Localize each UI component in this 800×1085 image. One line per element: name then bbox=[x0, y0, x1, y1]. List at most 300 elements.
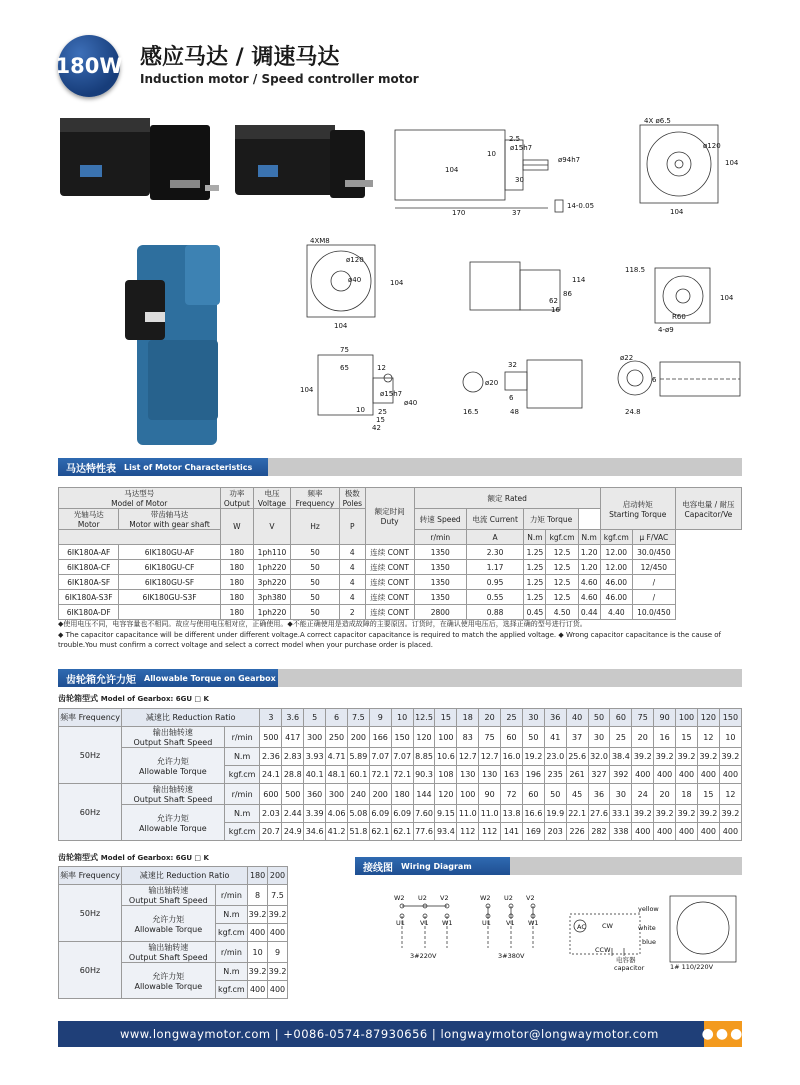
ratio-header: 25 bbox=[501, 709, 523, 727]
table-cell: 1.25 bbox=[524, 575, 546, 590]
table-cell: 60 bbox=[501, 727, 523, 748]
ratio-header: 10 bbox=[391, 709, 413, 727]
table-cell: 2.36 bbox=[260, 748, 282, 766]
header-cell: 频率 Frequency bbox=[290, 488, 339, 509]
table-cell: 50 bbox=[290, 545, 339, 560]
ratio-header: 40 bbox=[566, 709, 588, 727]
table-cell: 50 bbox=[522, 727, 544, 748]
table-cell: 16.6 bbox=[522, 805, 544, 823]
row-label: 允许力矩 Allowable Torque bbox=[122, 748, 225, 784]
table-cell: 12.7 bbox=[479, 748, 501, 766]
table-cell: 13.8 bbox=[501, 805, 523, 823]
table-cell: 23.0 bbox=[544, 748, 566, 766]
table-cell: 62.1 bbox=[391, 823, 413, 841]
ratio-header: 30 bbox=[522, 709, 544, 727]
table-cell: 16 bbox=[654, 727, 676, 748]
table-cell: 37 bbox=[566, 727, 588, 748]
dim-label: 16 bbox=[551, 306, 560, 314]
unit-cell: kgf.cm bbox=[215, 924, 247, 942]
ratio-header: 12.5 bbox=[413, 709, 435, 727]
table-row bbox=[59, 727, 742, 748]
header-cell: 力矩 Torque bbox=[524, 509, 578, 530]
table-cell: 连续 CONT bbox=[365, 590, 414, 605]
section-bar-ext bbox=[278, 669, 742, 687]
table-cell: 30.0/450 bbox=[632, 545, 675, 560]
table-row bbox=[59, 545, 742, 560]
dim-label: 75 bbox=[340, 346, 349, 354]
row-label: 输出轴转速 Output Shaft Speed bbox=[122, 784, 225, 805]
note-cn: ◆使用电压不同，电容容量也不相同。故应与使用电压相对应，正确使用。◆不能正确使用是造成故障的主要原因。订货时，在确认使用电压后，选择正确的型号进行订货。 bbox=[58, 620, 587, 628]
table-cell: 27.6 bbox=[588, 805, 610, 823]
table-cell: 50 bbox=[544, 784, 566, 805]
table-cell: 连续 CONT bbox=[365, 545, 414, 560]
table-cell: 400 bbox=[719, 823, 741, 841]
table-cell: 6IK180A-CF bbox=[59, 560, 119, 575]
table-cell: 6.09 bbox=[369, 805, 391, 823]
ratio-header: 90 bbox=[654, 709, 676, 727]
table-cell: 36 bbox=[588, 784, 610, 805]
dim-label: ø22 bbox=[620, 354, 634, 362]
table-cell: 180 bbox=[220, 590, 254, 605]
table-cell: 2.44 bbox=[282, 805, 304, 823]
table-cell: 30 bbox=[610, 784, 632, 805]
header-cell: 功率 Output bbox=[220, 488, 254, 509]
table-cell: 12.00 bbox=[600, 560, 632, 575]
unit-cell: kgf.cm bbox=[215, 981, 247, 999]
table-cell: 39.2 bbox=[676, 805, 698, 823]
table-row bbox=[59, 748, 742, 766]
table-cell: 40.1 bbox=[304, 766, 326, 784]
dim-label: 104 bbox=[390, 279, 404, 287]
table-cell: 12 bbox=[697, 727, 719, 748]
terminal-label: W2 bbox=[480, 894, 491, 902]
table-cell: 19.9 bbox=[544, 805, 566, 823]
table-cell: 12.00 bbox=[600, 545, 632, 560]
table-cell: 11.0 bbox=[457, 805, 479, 823]
table-cell: 93.4 bbox=[435, 823, 457, 841]
dim-label: ø15h7 bbox=[380, 390, 403, 398]
section-title-en: Wiring Diagram bbox=[401, 861, 472, 871]
terminal-label: V2 bbox=[440, 894, 449, 902]
ac-label: AC bbox=[577, 923, 586, 931]
table-cell: 1.25 bbox=[524, 560, 546, 575]
table-cell: 169 bbox=[522, 823, 544, 841]
dim-label: 104 bbox=[670, 208, 684, 216]
header-cell: 极数 Poles bbox=[340, 488, 365, 509]
ccw-label: CCW bbox=[595, 946, 611, 954]
unit-cell: N.m bbox=[215, 906, 247, 924]
table-cell: 180 bbox=[220, 605, 254, 620]
gearbox-torque-table bbox=[58, 708, 742, 841]
ratio-header: 60 bbox=[610, 709, 632, 727]
table-cell: 338 bbox=[610, 823, 632, 841]
dim-label: 2.5 bbox=[509, 135, 521, 143]
frequency-cell: 50Hz bbox=[59, 727, 122, 784]
table-cell: 3.39 bbox=[304, 805, 326, 823]
cw-label: CW bbox=[602, 922, 613, 930]
table-cell: 75 bbox=[479, 727, 501, 748]
table-cell: 8 bbox=[248, 885, 268, 906]
table-cell: 4 bbox=[340, 545, 365, 560]
product-drawings bbox=[0, 0, 800, 450]
table-cell: 6IK180GU-S3F bbox=[119, 590, 220, 605]
table-cell: 10 bbox=[719, 727, 741, 748]
table-cell: 39.2 bbox=[697, 805, 719, 823]
table-cell: 0.44 bbox=[578, 605, 600, 620]
table-cell: 20.7 bbox=[260, 823, 282, 841]
motor-characteristics-table bbox=[58, 487, 742, 620]
unit-cell: r/min bbox=[224, 727, 260, 748]
table-cell: 50 bbox=[290, 560, 339, 575]
table-cell: 180 bbox=[220, 545, 254, 560]
header-cell: 电压 Voltage bbox=[254, 488, 291, 509]
table-cell: 400 bbox=[654, 823, 676, 841]
terminal-label: U1 bbox=[482, 919, 491, 927]
table-cell: 360 bbox=[304, 784, 326, 805]
table-cell: 166 bbox=[369, 727, 391, 748]
table-cell: 19.2 bbox=[522, 748, 544, 766]
table-cell: 20 bbox=[632, 727, 654, 748]
unit-cell: Hz bbox=[290, 509, 339, 545]
table-row bbox=[59, 590, 742, 605]
wiring-caption: 3#380V bbox=[498, 952, 525, 960]
table-cell: 12.7 bbox=[457, 748, 479, 766]
table-cell: 39.2 bbox=[248, 906, 268, 924]
dim-label: 104 bbox=[725, 159, 739, 167]
section-title: 齿轮箱允许力矩 bbox=[66, 674, 136, 686]
dim-label: 10 bbox=[487, 150, 496, 158]
dim-label: 42 bbox=[372, 424, 381, 432]
table-cell: 1.25 bbox=[524, 590, 546, 605]
dim-label: 37 bbox=[512, 209, 521, 217]
terminal-label: U1 bbox=[396, 919, 405, 927]
table-cell: 24 bbox=[632, 784, 654, 805]
table-cell: 39.2 bbox=[248, 963, 268, 981]
table-cell: 400 bbox=[676, 766, 698, 784]
dim-label: ø20 bbox=[485, 379, 499, 387]
table-cell: 1.20 bbox=[578, 560, 600, 575]
table-cell: 50 bbox=[290, 590, 339, 605]
header-cell: 额定时间 Duty bbox=[365, 488, 414, 545]
ratio-header: 200 bbox=[268, 867, 288, 885]
table-cell: 400 bbox=[268, 981, 288, 999]
dim-label: R60 bbox=[672, 313, 686, 321]
table-cell: 300 bbox=[326, 784, 348, 805]
table-cell: 1ph220 bbox=[254, 560, 291, 575]
table-cell: 1ph110 bbox=[254, 545, 291, 560]
header-cell: 额定 Rated bbox=[414, 488, 600, 509]
dim-label: 10 bbox=[356, 406, 365, 414]
table-cell: 51.8 bbox=[347, 823, 369, 841]
capacitor-label-en: capacitor bbox=[614, 964, 645, 972]
table-cell: 2.30 bbox=[466, 545, 524, 560]
table-cell: 3ph380 bbox=[254, 590, 291, 605]
dim-label: ø120 bbox=[346, 256, 364, 264]
table-cell: 60 bbox=[522, 784, 544, 805]
table-cell: 1.25 bbox=[524, 545, 546, 560]
table-cell: 39.2 bbox=[697, 748, 719, 766]
table-cell: 11.0 bbox=[479, 805, 501, 823]
note-en: ◆ The capacitor capacitance will be different under different voltage.A correct capacitor capacitance is required to match the applied voltage. ◆ Wrong capacitor capacitance is the cause of trouble.You must confirm a correct voltage and select a correct model when your purchase order is placed. bbox=[58, 631, 722, 649]
table-cell: 240 bbox=[347, 784, 369, 805]
table-row bbox=[59, 575, 742, 590]
table-cell: 150 bbox=[391, 727, 413, 748]
ratio-header: 9 bbox=[369, 709, 391, 727]
table-cell: 6IK180GU-AF bbox=[119, 545, 220, 560]
table-cell: 250 bbox=[326, 727, 348, 748]
unit-cell: r/min bbox=[215, 885, 247, 906]
unit-cell: N.m bbox=[524, 530, 546, 545]
ratio-header: 75 bbox=[632, 709, 654, 727]
table-cell: 连续 CONT bbox=[365, 575, 414, 590]
table-cell: / bbox=[632, 590, 675, 605]
table-cell: 90 bbox=[479, 784, 501, 805]
table-cell: 25.6 bbox=[566, 748, 588, 766]
table-cell: 180 bbox=[220, 560, 254, 575]
unit-cell: r/min bbox=[215, 942, 247, 963]
table-cell: 48.1 bbox=[326, 766, 348, 784]
table-row bbox=[59, 942, 288, 963]
table-cell: 8.85 bbox=[413, 748, 435, 766]
table-cell: 400 bbox=[632, 823, 654, 841]
dim-label: 65 bbox=[340, 364, 349, 372]
terminal-label: V1 bbox=[506, 919, 515, 927]
dim-label: 48 bbox=[510, 408, 519, 416]
dim-label: 4-ø9 bbox=[658, 326, 674, 334]
dim-label: 118.5 bbox=[625, 266, 646, 274]
ratio-header: 100 bbox=[676, 709, 698, 727]
table-cell: 400 bbox=[676, 823, 698, 841]
section-bar-ext bbox=[268, 458, 742, 476]
table-cell: 235 bbox=[544, 766, 566, 784]
table-cell: 7.07 bbox=[391, 748, 413, 766]
table-cell: 500 bbox=[260, 727, 282, 748]
table-cell: 4 bbox=[340, 575, 365, 590]
table-cell: / bbox=[632, 575, 675, 590]
table-cell: 39.2 bbox=[632, 748, 654, 766]
table-cell: 180 bbox=[220, 575, 254, 590]
ratio-header: 5 bbox=[304, 709, 326, 727]
table-cell: 400 bbox=[268, 924, 288, 942]
unit-cell: N.m bbox=[578, 530, 600, 545]
table-cell: 112 bbox=[457, 823, 479, 841]
table-cell: 24.1 bbox=[260, 766, 282, 784]
table-cell: 72.1 bbox=[369, 766, 391, 784]
table-cell: 130 bbox=[479, 766, 501, 784]
row-label: 允许力矩 Allowable Torque bbox=[122, 963, 216, 999]
table-cell: 2 bbox=[340, 605, 365, 620]
table-cell: 46.00 bbox=[600, 575, 632, 590]
dim-label: 62 bbox=[549, 297, 558, 305]
table-cell: 10.0/450 bbox=[632, 605, 675, 620]
table-cell: 22.1 bbox=[566, 805, 588, 823]
unit-cell: N.m bbox=[224, 748, 260, 766]
unit-cell: μ F/VAC bbox=[632, 530, 675, 545]
table-cell: 39.2 bbox=[654, 805, 676, 823]
table-cell: 0.45 bbox=[524, 605, 546, 620]
table-cell: 38.4 bbox=[610, 748, 632, 766]
table-cell: 0.95 bbox=[466, 575, 524, 590]
dim-label: 30 bbox=[515, 176, 524, 184]
dim-label: 104 bbox=[300, 386, 314, 394]
ratio-header: 3 bbox=[260, 709, 282, 727]
ratio-header: 50 bbox=[588, 709, 610, 727]
table-row bbox=[59, 805, 742, 823]
table-cell: 5.08 bbox=[347, 805, 369, 823]
table-cell: 282 bbox=[588, 823, 610, 841]
table-cell: 130 bbox=[457, 766, 479, 784]
header-cell: 转速 Speed bbox=[414, 509, 466, 530]
table-cell: 2.83 bbox=[282, 748, 304, 766]
dim-label: 14-0.05 bbox=[567, 202, 595, 210]
table-cell: 6IK180A-SF bbox=[59, 575, 119, 590]
table-cell: 180 bbox=[391, 784, 413, 805]
dim-label: 104 bbox=[445, 166, 459, 174]
table-cell: 34.6 bbox=[304, 823, 326, 841]
table-cell: 25 bbox=[610, 727, 632, 748]
table-cell: 141 bbox=[501, 823, 523, 841]
wiring-section-bar bbox=[355, 857, 510, 875]
ratio-header: 150 bbox=[719, 709, 741, 727]
header-cell: 带齿轴马达 Motor with gear shaft bbox=[119, 509, 220, 530]
wiring-diagram bbox=[380, 890, 742, 990]
table-row bbox=[59, 885, 288, 906]
capacitor-label: 电容器 bbox=[616, 956, 636, 964]
table-cell: 连续 CONT bbox=[365, 605, 414, 620]
table-cell: 6IK180A-AF bbox=[59, 545, 119, 560]
table-cell: 16.0 bbox=[501, 748, 523, 766]
table-cell: 400 bbox=[248, 981, 268, 999]
table-row bbox=[59, 784, 742, 805]
dim-label: 15 bbox=[376, 416, 385, 424]
table-cell: 5.89 bbox=[347, 748, 369, 766]
section-title: 接线图 bbox=[363, 862, 393, 874]
ratio-header: 7.5 bbox=[347, 709, 369, 727]
ratio-header: 6 bbox=[326, 709, 348, 727]
row-label: 输出轴转速 Output Shaft Speed bbox=[122, 885, 216, 906]
table-cell: 72.1 bbox=[391, 766, 413, 784]
table-cell: 32.0 bbox=[588, 748, 610, 766]
table-cell: 1350 bbox=[414, 590, 466, 605]
terminal-label: U2 bbox=[504, 894, 513, 902]
footer-contact: www.longwaymotor.com | +0086-0574-87930656 | longwaymotor@longwaymotor.com bbox=[58, 1021, 742, 1047]
unit-cell: r/min bbox=[224, 784, 260, 805]
table-cell: 196 bbox=[522, 766, 544, 784]
table-cell: 10.6 bbox=[435, 748, 457, 766]
table-cell: 112 bbox=[479, 823, 501, 841]
ratio-header: 18 bbox=[457, 709, 479, 727]
frequency-cell: 60Hz bbox=[59, 784, 122, 841]
table-cell: 7.5 bbox=[268, 885, 288, 906]
row-label: 输出轴转速 Output Shaft Speed bbox=[122, 942, 216, 963]
table-cell: 1.17 bbox=[466, 560, 524, 575]
unit-cell: kgf.cm bbox=[600, 530, 632, 545]
table-cell: 6IK180A-S3F bbox=[59, 590, 119, 605]
gearbox-torque-table-2 bbox=[58, 866, 288, 999]
dim-label: ø40 bbox=[348, 276, 362, 284]
unit-cell: N.m bbox=[224, 805, 260, 823]
table-cell: 15 bbox=[676, 727, 698, 748]
power-badge: 180W bbox=[58, 35, 120, 97]
table-cell: 7.07 bbox=[369, 748, 391, 766]
header-cell: 频率 Frequency bbox=[59, 867, 122, 885]
table-cell: 400 bbox=[654, 766, 676, 784]
table-cell: 400 bbox=[248, 924, 268, 942]
table-cell: 46.00 bbox=[600, 590, 632, 605]
wiring-caption: 3#220V bbox=[410, 952, 437, 960]
wire-blue-label: blue bbox=[642, 938, 657, 946]
table-cell: 6IK180GU-CF bbox=[119, 560, 220, 575]
footer-dots: ●●● bbox=[704, 1021, 742, 1047]
table-cell: 6IK180A-DF bbox=[59, 605, 119, 620]
ratio-header: 3.6 bbox=[282, 709, 304, 727]
section-title: 马达特性表 bbox=[66, 463, 116, 475]
dim-label: 6 bbox=[509, 394, 514, 402]
motor-photo-2 bbox=[235, 125, 373, 198]
dim-label: 16.5 bbox=[463, 408, 479, 416]
table-cell: 12.5 bbox=[546, 560, 578, 575]
ratio-header: 36 bbox=[544, 709, 566, 727]
dim-label: 4XM8 bbox=[310, 237, 330, 245]
table-cell: 4.06 bbox=[326, 805, 348, 823]
gear-section-bar bbox=[58, 669, 278, 687]
ratio-header: 15 bbox=[435, 709, 457, 727]
table-cell: 50 bbox=[290, 575, 339, 590]
table-cell: 3ph220 bbox=[254, 575, 291, 590]
terminal-label: V1 bbox=[420, 919, 429, 927]
table-cell: 2.03 bbox=[260, 805, 282, 823]
table-cell: 50 bbox=[290, 605, 339, 620]
table-cell: 120 bbox=[413, 727, 435, 748]
header-cell: 减速比 Reduction Ratio bbox=[122, 867, 248, 885]
dim-label: ø40 bbox=[404, 399, 418, 407]
table-cell: 261 bbox=[566, 766, 588, 784]
table-cell: 9.15 bbox=[435, 805, 457, 823]
dim-label: 4X ø6.5 bbox=[644, 117, 671, 125]
table-cell: 60.1 bbox=[347, 766, 369, 784]
row-label: 输出轴转速 Output Shaft Speed bbox=[122, 727, 225, 748]
section-title-en: Allowable Torque on Gearbox bbox=[144, 673, 276, 683]
row-label: 允许力矩 Allowable Torque bbox=[122, 805, 225, 841]
terminal-label: U2 bbox=[418, 894, 427, 902]
dim-label: 12 bbox=[377, 364, 386, 372]
table-cell: 144 bbox=[413, 784, 435, 805]
unit-cell: kgf.cm bbox=[224, 823, 260, 841]
table-cell: 1ph220 bbox=[254, 605, 291, 620]
dim-label: 104 bbox=[334, 322, 348, 330]
motor-section-bar bbox=[58, 458, 268, 476]
table-cell: 12.5 bbox=[546, 545, 578, 560]
unit-cell: kgf.cm bbox=[224, 766, 260, 784]
unit-cell: r/min bbox=[414, 530, 466, 545]
table-cell: 4.50 bbox=[546, 605, 578, 620]
dim-label: 104 bbox=[720, 294, 734, 302]
terminal-label: W1 bbox=[442, 919, 453, 927]
table-cell: 28.8 bbox=[282, 766, 304, 784]
dim-label: 6 bbox=[652, 376, 657, 384]
page-title: 感应马达 / 调速马达 bbox=[140, 45, 340, 70]
table-cell: 300 bbox=[304, 727, 326, 748]
table-cell: 90.3 bbox=[413, 766, 435, 784]
table-cell: 4 bbox=[340, 560, 365, 575]
motor-photo-3 bbox=[125, 245, 220, 445]
table-cell: 12.5 bbox=[546, 590, 578, 605]
wiring-caption: 1# 110/220V bbox=[670, 963, 714, 971]
table-cell: 10 bbox=[248, 942, 268, 963]
dim-label: 86 bbox=[563, 290, 572, 298]
motor-photo-1 bbox=[60, 118, 219, 200]
table-cell: 3.93 bbox=[304, 748, 326, 766]
